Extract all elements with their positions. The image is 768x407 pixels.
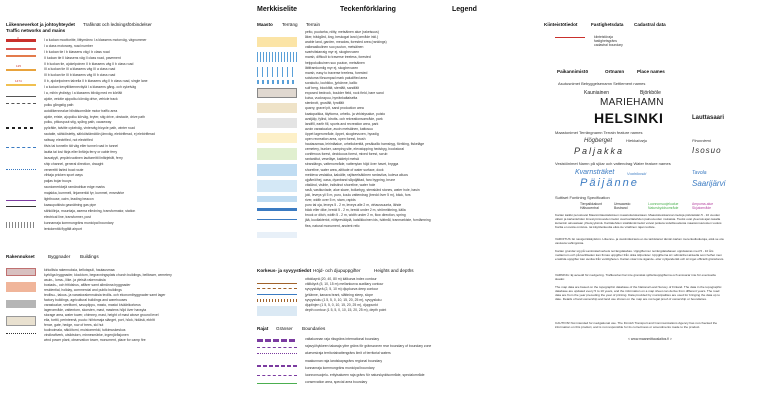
legend-row: III b luokan tie III b klassens väg III b class road [44, 73, 116, 78]
regional-boundary-symbol [257, 365, 297, 367]
legend-row: fastighetsgräns [594, 39, 617, 44]
legend-row: landfill, earth fill, sports and recreation area, park [305, 121, 379, 126]
pipe-symbol [6, 200, 36, 201]
legend-row: strandängs, vattenområde, vattenytan höjd över havet, brygga [305, 162, 399, 167]
legend-row: sähkölinja, muuntaja, asema elledning, transformator, station [44, 208, 136, 213]
international-boundary-symbol [257, 339, 297, 342]
legend-row: tuulivoimala, näköitorni, muistomerkki, tutkimuskeskus [44, 328, 126, 332]
legend-row: I a luokan kevytliikenneväylä I a klassens gång- och cykelväg [44, 85, 136, 90]
property-heading-en: Cadastral data [634, 22, 666, 27]
place-vuohikoski: Vuohikoski [627, 171, 647, 176]
property-heading-sv: Fastighetsdata [591, 22, 624, 27]
legend-row: shoreline, water area, altitude of water surface, dock [305, 167, 384, 172]
water-names-label: Vesistönimet Namn på sjöar och vattendrag Water feature names [555, 161, 671, 166]
title-en: Legend [452, 6, 477, 13]
note-sv: Kartan grundar sig på Lantmäteriverkets terrängdatabas. Uppgifterna i terrängdatabasen uppdateras med 5 - 10 års mellanrum och på kartbladen kan finnas uppgifter från olika tidpunkter. Uppgifterna är i allmänhet aktuella som helhet men enskilda uppgifter kan avvika från verkligheten. Kartan visar inte ägande- eller nyttjanderätt och är inget officiellt gränsbevis. [555, 249, 725, 261]
legend-row: conservation area, special area boundary [305, 380, 368, 385]
legend-row: depth contour (1 5, 5, 0, 10, 15, 20, 25 m), depth point [305, 308, 387, 313]
shoreline-symbol [257, 180, 297, 192]
forest-symbol [257, 148, 297, 160]
legend-row: tiivis tai tunnelin tät väg eller tunnel road in tunnel [44, 144, 119, 149]
legend-row: exposed bedrock, boulder field, rock field, bare sand [305, 91, 384, 96]
boundaries-heading-fi: Rajat [257, 326, 269, 331]
boundaries-heading-en: Boundaries [302, 326, 326, 331]
legend-row: lautta tai losi färja eller linfärja ferry or cable ferry [44, 149, 118, 154]
legend-row: kiinteistöraja [594, 35, 613, 39]
legend-row: river, width over 5 m, stam, rapids [305, 198, 356, 203]
legend-row: brook or ditch, width 5 - 2 m, width under 2 m, flow direction, spring [305, 213, 406, 218]
legend-row: kyrkliga byggnader, klocktorn, begravningsplats church buildings, belltower, cemetery [44, 273, 172, 277]
road-symbol-2 [6, 55, 36, 57]
motorway-symbol [6, 39, 36, 42]
legend-row: ship channel, general direction, draught [44, 161, 104, 166]
ferry-symbol [6, 147, 36, 148]
title-fi: Merkkiselite [257, 6, 298, 13]
aux-contour-symbol [257, 288, 297, 289]
legend-row: marsh, difficult to traverse treeless, forested [305, 55, 371, 60]
legend-row: aluevesiraja territorialvattengräns limit of territorial waters [305, 351, 391, 356]
legend-row: luonnonsuojelu- erityisalueen raja gräns för naturskyddsområde, specialområde [305, 372, 425, 377]
legend-row: II b, ajokelpoinen talvella II b klassens väg II b class road, single lane [44, 79, 148, 84]
traffic-heading-sv: Trafiknät och ledningsförbindelser [83, 22, 152, 27]
terrain-list [305, 30, 431, 229]
legend-row: väliköyrä (5, 10, 15 m) mellankurva auxiliary contour [305, 282, 384, 287]
legend-row: varastoalue, veelitorni, savupiippu, masto, mastoi kiväärikorkeus [44, 303, 141, 307]
road-symbol-1b [6, 48, 36, 50]
index-contour-symbol [257, 283, 297, 284]
bedrock-symbol [257, 88, 297, 98]
water-area-symbol [257, 164, 297, 176]
legend-row: helppokulkuinen suo puuton, metsäinen [305, 60, 365, 65]
place-kauniainen: Kauniainen [584, 90, 610, 96]
legend-row: polku, pitkospuut stig, spång path, causeway [44, 120, 112, 125]
color-label-8: Skjutområde [692, 206, 712, 210]
railway-symbol [6, 127, 36, 129]
legend-row: puro tai oja, leveys 5 - 2 m, leveys alle 2 m, virtaussuunta, lähde [305, 203, 402, 208]
legend-row: väsländ, visible, indistinct shoreline, water hole [305, 182, 376, 187]
legend-row: flea, natural monument, ancient relic [305, 223, 360, 228]
place-mariehamn: MARIEHAMN [600, 97, 664, 108]
boundaries-heading-sv: Gränser [276, 326, 293, 331]
legend-row: quarry, gravel pit, sand production area [305, 106, 364, 111]
legend-row: I a, mihin yhdistyy I a klassens bilväg med en körfält [44, 91, 123, 96]
paludified-symbol [257, 80, 297, 84]
legend-row: bostads-, och fritidshus, affärer samt allmänna byggnader [44, 283, 131, 287]
legend-row: rautatie, sähköistetty, sähköistämätön järnväg, elektrifierad, ej elektrifierad [44, 132, 155, 137]
storage-area-symbol [6, 316, 36, 326]
legend-row: arable land, garden, meadow, forested area (rankings) [305, 40, 387, 45]
legend-row: pyörätie, talvitie cykelväg, vinterväg bicycle path, winter road [44, 126, 135, 131]
road-number-125: 125 [16, 64, 22, 68]
open-area-symbol [257, 133, 297, 143]
places-heading-en: Place names [637, 69, 665, 74]
legend-row: I b luokan tie I b klassens väg I b class road [44, 49, 110, 54]
legend-row: syvyyskäyrä (2, 5, 10 m) djupkurva deep contour [305, 287, 379, 292]
landfill-symbol [257, 118, 297, 128]
terrain-heading-en: Terrain [306, 22, 321, 27]
legend-row: åker, trädgård, äng, beskogat land (område inkl.) [305, 35, 379, 40]
legend-row: II b luokan tie, ajokelpoinen II b klassens väg II b class road [44, 61, 134, 66]
legend-row: residential, holiday, commercial and public buildings [44, 288, 122, 292]
river-symbol [257, 208, 297, 211]
legend-row: ajotie, eriste, ajopolku körväg, bryter, stig drive, obstacle, drive path [44, 114, 146, 119]
legend-row: lentokenttä flygfält airport [44, 226, 82, 231]
cadastral-boundary-symbol [555, 37, 585, 38]
quarry-symbol [257, 103, 297, 113]
legend-row: III a luokan tie III a klassens väg III a class road [44, 67, 116, 72]
place-lauttasaari: Lauttasaari [692, 115, 725, 121]
color-label-1: Tierpaikkakunt [580, 202, 602, 206]
buildings-heading-sv: Byggnader [48, 254, 71, 259]
settlement-names-label: Asutusnimet Bebyggelsenamn Settlement names [558, 81, 646, 86]
conservation-boundary-symbol [257, 383, 297, 384]
legend-row: bäck eller dike, bredd 5 - 2 m, bredd under 2 m, strömriktning, källa [305, 208, 406, 213]
legend-row: raså, vastkuvlade, alue skare, bollarbyg, stenskärd stones, water hole, basin [305, 187, 420, 192]
legend-row: kunnanraja kommungräns municipal boundary [44, 220, 114, 225]
municipal-boundary-symbol [257, 375, 297, 376]
legend-row: rajavyöhykkeen takaraja yttre gräns för gränszonen rear boundary of boundary zone [305, 344, 432, 349]
legend-row: pelto, puutarha, niitty, metsäinen alue (rakeisuus) [305, 30, 379, 34]
terrain-heading-fi: Maasto [257, 22, 273, 27]
legend-row: majakka, kummeli, linjamerkki fyr, kummel, ensmärke [44, 191, 125, 196]
place-tavola: Tavola [692, 170, 707, 176]
place-saarijarvi: Saarijärvi [692, 179, 726, 188]
legend-row: cadastral boundary [594, 43, 623, 48]
legend-row: lighthouse, cairn, leading beacon [44, 197, 94, 202]
buildings-list [44, 268, 172, 343]
relief-heading-fi: Korkeus- ja syvyystiedot [257, 268, 312, 273]
legend-row: svartvitstarraig myr ej, skogbevuxen [305, 50, 360, 55]
legend-row: stenbrott, grusfält, fyndfält [305, 101, 345, 106]
legend-row: valkeaalkulinen suo puuton, metsäinen [305, 45, 364, 50]
place-kvarnstraket: Kvarnsträket [575, 169, 615, 176]
legend-row: soistuma försumpad mark paludified area [305, 75, 368, 80]
legend-row: marsh, easy to traverse treeless, forested [305, 70, 368, 75]
legend-row: cemetery, bunker, camping site, elevatopping hedsbyg, bookstoral [305, 147, 405, 152]
difficult-marsh-symbol [257, 52, 297, 62]
color-label-3: Luonnonsuojelualue [648, 202, 679, 206]
place-pirunniemi: Pirunniemi [692, 138, 711, 143]
legend-row: avstjälp, fyllnd, idrotts- och rekreationsområde, park [305, 116, 383, 121]
buildings-heading-fi: Rakennukset [6, 254, 35, 259]
legend-row: venereitti farled boat route [44, 167, 84, 172]
legend-row: lättframkomlig myr ej, skogbevuxen [305, 65, 359, 70]
legend-row: paljas bojar buoys [44, 179, 72, 184]
legend-row: coniferous forest, deciduous forest, mixed forest, scrub [305, 152, 388, 157]
relief-heading-en: Heights and depths [374, 268, 414, 273]
traffic-list [44, 38, 155, 232]
relief-heading-sv: Höjd- och djupuppgifter [313, 268, 361, 273]
boat-route-symbol [6, 169, 36, 170]
place-hiekkaharju: Hiekkaharju [626, 138, 648, 143]
traffic-heading-fi: Liikenneverkot ja johtoyhteydet [6, 22, 75, 27]
legend-row: electrical line, transformer, post [44, 214, 91, 219]
legend-row: teollisu-, talous- ja varastorakennuksia teollis- och ekonomibyggnader samt lager [44, 293, 166, 297]
legend-row: djuplinjen (1 5, 5, 0, 10, 15, 20, 25 m), djuppunkt [305, 302, 378, 307]
color-label-7: Naturskyddsområde [648, 206, 679, 210]
factory-building-symbol [6, 300, 36, 308]
legend-row: vindkraftverk, utsiktstorn, minnesmärke, ingenjöråsjonen [44, 333, 129, 337]
legend-row: jää, kuollakteriot, niittyrevääpiä, kaislikkoinen ids, tvätmål, tranmarkiste, fornlämning [305, 218, 431, 223]
warning-sv: VARNING: Ej avsedd för navigering. Trafikverket har inte granskat sjöfartsuppgifterna och ansvarar inte för eventuella skador. [555, 273, 716, 281]
track-symbol [6, 96, 36, 97]
legend-row: lauvatyyli, ympärivuotinen lauttareitti linfärjebåt, ferry [44, 155, 123, 160]
website-link[interactable]: < www.maanmittauslaitos.fi > [628, 337, 672, 341]
brook-symbol [257, 219, 297, 220]
place-helsinki: HELSINKI [594, 110, 664, 126]
color-label-2: Umsaarsto [614, 202, 631, 206]
places-heading-sv: Ortnamn [605, 69, 625, 74]
legend-row: I a luokan moottoritie, liittymänro I a klassens motorväg, vägnummer [44, 38, 147, 42]
residential-building-symbol [6, 282, 36, 292]
legend-row: hautausmaa, leirintäalue, urheilukenttä, pesäkallio hamsbyg, förriking, fiskeläge [305, 142, 425, 147]
steep-slope-symbol [257, 299, 297, 302]
road-number-3: 3 [17, 36, 19, 40]
legend-row: open recreation area, open forest, brush [305, 136, 366, 141]
place-bjorkbole: Björkbölе [640, 90, 661, 96]
legend-row: maakunnan raja landskapsgräns regional boundary [305, 358, 383, 363]
legend-row: fence, gate, hedge, row of trees, ski hut [44, 323, 104, 327]
legend-row: ujpåmöihej, oasa, dyanband såpdjättad, faro bygning, brune [305, 177, 396, 182]
legend-row: I a class motorway, road number [44, 43, 93, 48]
traffic-heading-en: Traffic networks and mains [6, 28, 66, 33]
legend-row: kunnanraja kommungräns municipal boundary [305, 365, 375, 370]
title-sv: Teckenförklaring [340, 6, 396, 13]
legend-row: lagerområde, vattentorn, skorsten, mast, mastens höjd över havsyta [44, 308, 147, 312]
legend-row: factory buildings, agricultural buildings and warehouses [44, 298, 128, 302]
legend-row: ottoklayrä (20, 40, 80 m) kälkurva index contour [305, 277, 377, 281]
legend-row: storage area, water tower, chimney, mast, height of mast above ground level [44, 313, 159, 317]
note-en: The map data are based on the topographic database of the National Land Survey of Finland. The data in the topographic database are updated every 5 to 10 years, and the information on a map sheet can derive from different years. The road data are from the year preceding the year of printing. Data provided by municipalities are used for bringing the data up to date. Details of land ownership and land use shown on the map are not legal proof of ownership or boundaries. [555, 285, 722, 301]
place-paijanne: Päijänne [580, 177, 639, 189]
fence-symbol [6, 333, 36, 334]
legend-row: ajotie, vetotie ajopolku körväg drive, vehicle track [44, 96, 118, 101]
legend-row: vihtaja pricken sport ways [44, 173, 83, 178]
path-symbol [6, 103, 36, 104]
legend-row: rauniomerkkejä ramändrikar edge marks [44, 185, 105, 190]
legend-row: valtakunnan raja riksgräns international boundary [305, 337, 380, 341]
legend-row: kuiva, vuokrapuu, hyrränkaltaiselta [305, 96, 358, 101]
legend-row: asuin-, loma-, liike- ja yleisiä rakennuksia [44, 278, 106, 282]
property-list [594, 35, 623, 48]
legend-row: avoin varastoalue, avoin metsäinen, kattosuu [305, 126, 373, 131]
terrain-heading-sv: Terräng [282, 22, 298, 27]
boundaries-list [305, 337, 431, 387]
road-symbol-3b [6, 84, 36, 86]
legend-row: eila, torttii, perinteenä, puutu: hiihtomaja slänget, port, höck, hidäsä, ekbltt [44, 318, 155, 322]
depth-contour-symbol [257, 294, 297, 295]
relic-symbol [257, 232, 297, 238]
relief-list [305, 277, 386, 313]
legend-row: kaasuputkisto gasnätning gas pipe [44, 202, 97, 207]
legend-row: sorakuilu, louhikko, jyrkänne, kallio [305, 80, 358, 85]
road-number-1474: 1474 [15, 79, 22, 83]
legend-row: jyrkänne, kanava brant, slättning steep, slope [305, 292, 374, 297]
power-line-symbol [6, 206, 36, 207]
color-label-6: Bostrand [614, 206, 628, 210]
airport-symbol [6, 222, 36, 228]
church-building-symbol [6, 268, 36, 276]
legend-row: meldeva veslakka, kaloälle, rajitseelsätönen rantaviiva, kuleva aliuos [305, 172, 408, 177]
place-paljakka: Paljakka [574, 146, 625, 156]
terrain-names-label: Maastonimet Terrängnamn Terrain feature names [555, 130, 643, 135]
easy-marsh-symbol [257, 67, 297, 77]
color-label-4: Ampuma-alue [692, 202, 714, 206]
legend-row: rantaniitut, veseläye, kaidetyt metsä [305, 157, 359, 162]
boundary-zone-symbol [257, 347, 297, 348]
legend-row: wind power plant, observation tower, monument, place for camp fire [44, 338, 146, 342]
legend-row: kaatopaikka, täyttoma, urheilu- ja virkistysalue, puisto [305, 111, 386, 116]
legend-row: autoliikennealue bilnätsområde motor traffic area [44, 108, 118, 113]
legend-row: polku gångstig path [44, 102, 74, 107]
color-label-5: Hälsocentral [580, 206, 599, 210]
place-isosuo: Isosuo [692, 146, 722, 155]
road-symbol-3a [6, 69, 36, 71]
legend-row: sulf berg, blockfält, stenfält, sandfält [305, 86, 359, 91]
warning-fi: VAROITUS: Ei navigointikäyttöön. Liikenne- ja viestintävirasto ei ole tarkistanut tämän kartan merenkulkutietoja, eikä se ota vastuuta vahingoista. [555, 237, 724, 245]
legend-row: railway, electrified, not electrified [44, 138, 93, 143]
depth-point-symbol [257, 306, 297, 316]
legend-row: joki, leveys yli 5 m, puro, koulu vattendrag (bredd över 5 m), bäck, fors [305, 193, 411, 197]
arable-land-symbol [257, 37, 297, 47]
warning-en: CAUTION! Not intended for navigational use. The Finnish Transport and Communications Agency has not checked the information on this product, and is not responsible for its correctness or amendments made to the product. [555, 321, 718, 329]
stones-symbol [257, 196, 297, 202]
place-hogberget: Högberget [584, 138, 613, 144]
fonts-label: Suttiset Fontining Specification [555, 195, 610, 200]
legend-row: öppet lagerområde, öppet, skogbevuxen, hyradig [305, 131, 379, 136]
buildings-heading-en: Buildings [80, 254, 99, 259]
legend-row: syvyysluku (1 5, 5, 0, 10, 15, 20, 25 m), syvyysluku [305, 297, 382, 302]
property-heading-fi: Kiinteistötiedot [544, 22, 578, 27]
legend-row: II luokan tie II klassens väg II class road, pavement [44, 55, 121, 60]
note-fi: Kartan kaikki perustuvat Maanmittauslaitoksen maastotietokantaan. Maastotietokannan tiedoja päivitetään 5 - 10 vuoden välein ja kartanlehden ilmestymisvuoden tiedot ovat karttalehden painovuoden mukaisia. Tiedot ovat yleensä ajan tasalla kuitenkin ainoastaan yhteisyyksinä. Karttalehden sisältämät tiedot voivat poiketa todellisuudesta maastomuutosten vuoksi. Kartta ei osoita omistus- tai käyttöoikeutta eikä ole virallinen rajan todiste. [555, 213, 723, 229]
places-heading-fi: Paikannimistö [557, 69, 589, 74]
legend-row: kirkollisia rakennuksia, kellotapuli, hautausmaa [44, 268, 115, 272]
territorial-waters-symbol [257, 353, 297, 354]
